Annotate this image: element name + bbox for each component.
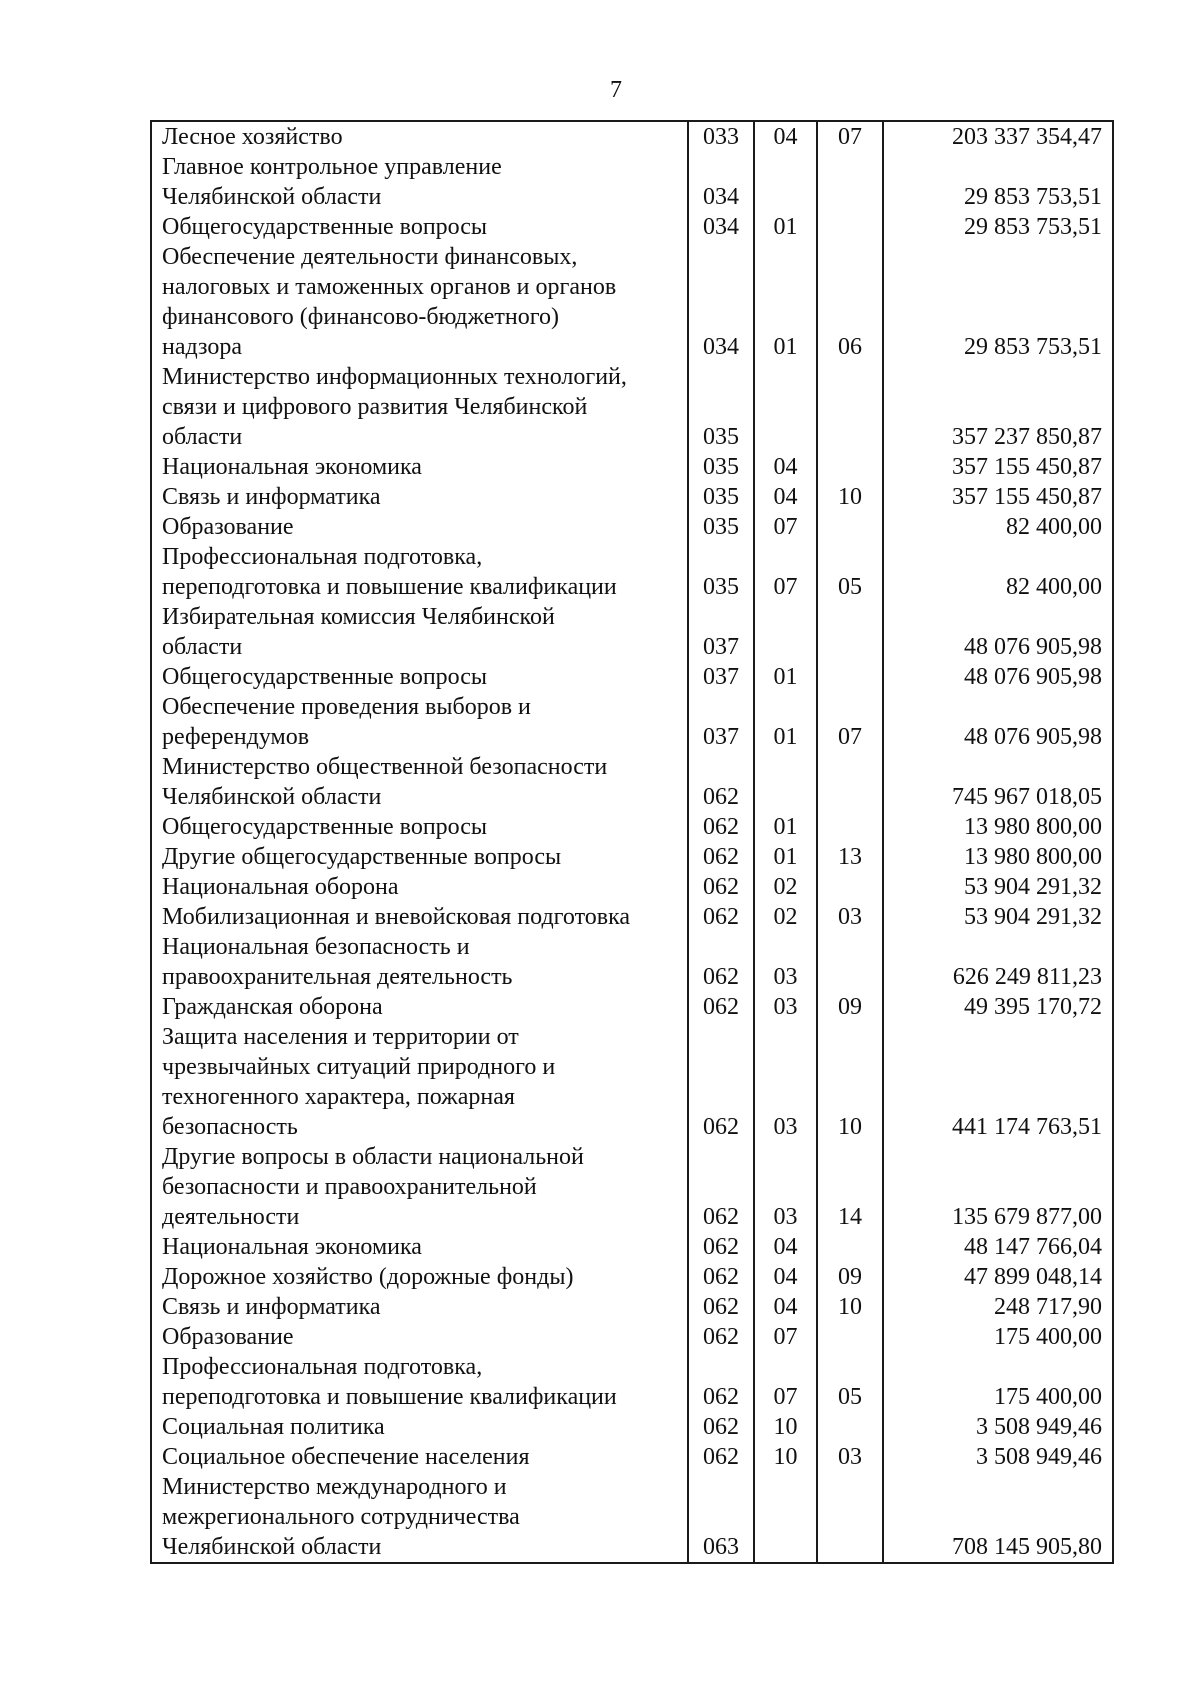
row-code: 034: [688, 212, 754, 242]
row-section: 02: [754, 902, 817, 932]
row-name-line: Избирательная комиссия Челябинской: [162, 604, 555, 630]
row-name: [151, 812, 688, 842]
row-name-line: Другие общегосударственные вопросы: [162, 844, 562, 870]
row-name: [151, 662, 688, 692]
row-name: [151, 602, 688, 662]
row-code: 062: [688, 1352, 754, 1412]
row-name-line: Министерство информационных технологий,: [162, 364, 627, 390]
row-subsection: 05: [817, 1352, 883, 1412]
row-amount: 82 400,00: [883, 512, 1113, 542]
row-subsection: 03: [817, 902, 883, 932]
row-name-line: референдумов: [162, 724, 310, 750]
row-code: 034: [688, 242, 754, 362]
row-section: [754, 1472, 817, 1563]
row-name: [151, 692, 688, 752]
table-row: [151, 121, 1113, 152]
table-row: [151, 1442, 1113, 1472]
row-name-line: чрезвычайных ситуаций природного и: [162, 1054, 556, 1080]
row-name-line: Дорожное хозяйство (дорожные фонды): [162, 1264, 574, 1290]
table-row: [151, 1232, 1113, 1262]
row-section: 07: [754, 512, 817, 542]
row-amount: 53 904 291,32: [883, 902, 1113, 932]
page-number: 7: [610, 77, 622, 103]
row-subsection: 14: [817, 1142, 883, 1232]
row-subsection: [817, 1322, 883, 1352]
row-amount: 13 980 800,00: [883, 842, 1113, 872]
row-amount: 3 508 949,46: [883, 1442, 1113, 1472]
row-name-line: переподготовка и повышение квалификации: [162, 574, 617, 600]
row-name: [151, 452, 688, 482]
row-section: 01: [754, 242, 817, 362]
row-code: 062: [688, 1262, 754, 1292]
table-row: [151, 662, 1113, 692]
row-name: [151, 1412, 688, 1442]
row-section: 04: [754, 452, 817, 482]
row-code: 035: [688, 452, 754, 482]
row-name-line: Связь и информатика: [162, 1294, 381, 1320]
row-subsection: [817, 512, 883, 542]
row-section: 04: [754, 121, 817, 152]
row-name-line: Национальная безопасность и: [162, 934, 470, 960]
row-amount: 441 174 763,51: [883, 1022, 1113, 1142]
row-name-line: переподготовка и повышение квалификации: [162, 1384, 617, 1410]
row-section: 01: [754, 842, 817, 872]
table-row: [151, 212, 1113, 242]
row-subsection: 03: [817, 1442, 883, 1472]
row-code: 037: [688, 602, 754, 662]
row-amount: 248 717,90: [883, 1292, 1113, 1322]
row-name: [151, 902, 688, 932]
row-name-line: Мобилизационная и вневойсковая подготовка: [162, 904, 631, 930]
row-name-line: Обеспечение проведения выборов и: [162, 694, 531, 720]
table-row: [151, 452, 1113, 482]
row-name-line: связи и цифрового развития Челябинской: [162, 394, 588, 420]
row-subsection: 07: [817, 692, 883, 752]
row-section: 07: [754, 1322, 817, 1352]
row-section: 04: [754, 1262, 817, 1292]
row-amount: 175 400,00: [883, 1322, 1113, 1352]
row-subsection: 05: [817, 542, 883, 602]
row-name-line: Профессиональная подготовка,: [162, 1354, 483, 1380]
row-name-line: Связь и информатика: [162, 484, 381, 510]
row-name: [151, 932, 688, 992]
row-name: [151, 1352, 688, 1412]
row-amount: 357 155 450,87: [883, 452, 1113, 482]
row-section: 10: [754, 1442, 817, 1472]
row-subsection: [817, 812, 883, 842]
row-code: 062: [688, 992, 754, 1022]
table-row: [151, 1412, 1113, 1442]
table-row: [151, 1352, 1113, 1412]
table-row: [151, 1292, 1113, 1322]
row-section: [754, 362, 817, 452]
row-name-line: Социальное обеспечение населения: [162, 1444, 530, 1470]
row-code: 035: [688, 362, 754, 452]
row-amount: 48 076 905,98: [883, 692, 1113, 752]
row-name-line: Другие вопросы в области национальной: [162, 1144, 584, 1170]
row-code: 062: [688, 1142, 754, 1232]
row-name-line: деятельности: [162, 1204, 300, 1230]
row-amount: 29 853 753,51: [883, 242, 1113, 362]
row-subsection: [817, 752, 883, 812]
row-section: 02: [754, 872, 817, 902]
row-code: 037: [688, 662, 754, 692]
row-name-line: Защита населения и территории от: [162, 1024, 519, 1050]
row-subsection: [817, 212, 883, 242]
row-subsection: 10: [817, 1292, 883, 1322]
row-name-line: техногенного характера, пожарная: [162, 1084, 515, 1110]
row-section: [754, 602, 817, 662]
row-code: 034: [688, 152, 754, 212]
row-amount: 708 145 905,80: [883, 1472, 1113, 1563]
row-section: 07: [754, 1352, 817, 1412]
row-name-line: финансового (финансово-бюджетного): [162, 304, 559, 330]
row-amount: 29 853 753,51: [883, 152, 1113, 212]
row-section: 10: [754, 1412, 817, 1442]
table-row: [151, 1322, 1113, 1352]
row-name-line: Главное контрольное управление: [162, 154, 502, 180]
row-name: [151, 482, 688, 512]
row-name-line: Челябинской области: [162, 784, 382, 810]
row-subsection: 09: [817, 992, 883, 1022]
row-name-line: налоговых и таможенных органов и органов: [162, 274, 617, 300]
row-code: 062: [688, 872, 754, 902]
row-section: 04: [754, 1232, 817, 1262]
row-code: 062: [688, 1292, 754, 1322]
row-code: 062: [688, 902, 754, 932]
row-name-line: Челябинской области: [162, 1534, 382, 1560]
row-name: [151, 512, 688, 542]
row-name: [151, 752, 688, 812]
row-subsection: [817, 932, 883, 992]
row-name-line: Национальная экономика: [162, 1234, 422, 1260]
table-row: [151, 842, 1113, 872]
row-section: 03: [754, 1022, 817, 1142]
row-name: [151, 542, 688, 602]
row-amount: 82 400,00: [883, 542, 1113, 602]
row-section: 03: [754, 932, 817, 992]
table-row: [151, 1472, 1113, 1563]
table-row: [151, 602, 1113, 662]
row-name: [151, 992, 688, 1022]
row-name: [151, 152, 688, 212]
row-amount: 48 076 905,98: [883, 662, 1113, 692]
table-row: [151, 1142, 1113, 1232]
row-subsection: 13: [817, 842, 883, 872]
row-name: [151, 1292, 688, 1322]
row-code: 062: [688, 1412, 754, 1442]
row-name-line: межрегионального сотрудничества: [162, 1504, 520, 1530]
row-section: 01: [754, 812, 817, 842]
row-name-line: Министерство общественной безопасности: [162, 754, 608, 780]
row-name: [151, 1022, 688, 1142]
row-amount: 3 508 949,46: [883, 1412, 1113, 1442]
row-amount: 203 337 354,47: [883, 121, 1113, 152]
row-subsection: 10: [817, 482, 883, 512]
row-code: 062: [688, 1442, 754, 1472]
table-body: [151, 121, 1113, 1563]
row-name-line: Образование: [162, 1324, 294, 1350]
row-subsection: [817, 362, 883, 452]
row-amount: 135 679 877,00: [883, 1142, 1113, 1232]
row-amount: 745 967 018,05: [883, 752, 1113, 812]
row-name-line: Министерство международного и: [162, 1474, 507, 1500]
row-subsection: 07: [817, 121, 883, 152]
row-section: 04: [754, 1292, 817, 1322]
row-name-line: Национальная оборона: [162, 874, 399, 900]
row-subsection: 06: [817, 242, 883, 362]
row-code: 062: [688, 1232, 754, 1262]
row-name-line: Профессиональная подготовка,: [162, 544, 483, 570]
row-name-line: надзора: [162, 334, 242, 360]
row-amount: 357 237 850,87: [883, 362, 1113, 452]
table-row: [151, 152, 1113, 212]
row-section: 01: [754, 662, 817, 692]
row-name-line: Социальная политика: [162, 1414, 385, 1440]
row-name-line: Национальная экономика: [162, 454, 422, 480]
table-row: [151, 902, 1113, 932]
row-amount: 49 395 170,72: [883, 992, 1113, 1022]
row-section: 07: [754, 542, 817, 602]
row-section: 01: [754, 692, 817, 752]
row-name-line: области: [162, 634, 243, 660]
row-name-line: Обеспечение деятельности финансовых,: [162, 244, 578, 270]
row-section: 04: [754, 482, 817, 512]
row-code: 062: [688, 842, 754, 872]
row-section: [754, 152, 817, 212]
row-subsection: [817, 1472, 883, 1563]
row-subsection: [817, 872, 883, 902]
row-name-line: Гражданская оборона: [162, 994, 383, 1020]
row-subsection: [817, 1232, 883, 1262]
table-row: [151, 992, 1113, 1022]
row-name: [151, 1442, 688, 1472]
row-name-line: Образование: [162, 514, 294, 540]
row-name-line: безопасность: [162, 1114, 298, 1140]
row-section: [754, 752, 817, 812]
table-row: [151, 932, 1113, 992]
row-code: 062: [688, 1022, 754, 1142]
row-section: 03: [754, 992, 817, 1022]
row-amount: 47 899 048,14: [883, 1262, 1113, 1292]
table-row: [151, 242, 1113, 362]
row-name: [151, 362, 688, 452]
table-row: [151, 1262, 1113, 1292]
budget-table: [150, 120, 1114, 1564]
row-subsection: [817, 662, 883, 692]
table-row: [151, 752, 1113, 812]
row-amount: 53 904 291,32: [883, 872, 1113, 902]
row-name: [151, 1232, 688, 1262]
row-name: [151, 1142, 688, 1232]
table-row: [151, 872, 1113, 902]
row-name-line: области: [162, 424, 243, 450]
row-name-line: безопасности и правоохранительной: [162, 1174, 537, 1200]
row-name: [151, 242, 688, 362]
row-subsection: [817, 452, 883, 482]
row-section: 03: [754, 1142, 817, 1232]
row-code: 035: [688, 512, 754, 542]
row-name: [151, 842, 688, 872]
row-name-line: Общегосударственные вопросы: [162, 664, 488, 690]
row-amount: 357 155 450,87: [883, 482, 1113, 512]
row-amount: 175 400,00: [883, 1352, 1113, 1412]
row-name: [151, 872, 688, 902]
row-amount: 48 076 905,98: [883, 602, 1113, 662]
row-name: [151, 1322, 688, 1352]
row-amount: 13 980 800,00: [883, 812, 1113, 842]
row-subsection: [817, 152, 883, 212]
table-row: [151, 1022, 1113, 1142]
row-name-line: Лесное хозяйство: [162, 124, 343, 150]
row-subsection: [817, 602, 883, 662]
row-name: [151, 121, 688, 152]
row-code: 062: [688, 812, 754, 842]
row-amount: 48 147 766,04: [883, 1232, 1113, 1262]
row-code: 062: [688, 752, 754, 812]
row-code: 033: [688, 121, 754, 152]
row-name-line: Общегосударственные вопросы: [162, 814, 488, 840]
row-code: 063: [688, 1472, 754, 1563]
row-name-line: правоохранительная деятельность: [162, 964, 513, 990]
row-subsection: [817, 1412, 883, 1442]
row-subsection: 09: [817, 1262, 883, 1292]
row-amount: 626 249 811,23: [883, 932, 1113, 992]
row-code: 062: [688, 932, 754, 992]
table-row: [151, 542, 1113, 602]
row-name: [151, 212, 688, 242]
row-code: 037: [688, 692, 754, 752]
table-row: [151, 482, 1113, 512]
row-name-line: Общегосударственные вопросы: [162, 214, 488, 240]
table-row: [151, 362, 1113, 452]
row-code: 035: [688, 482, 754, 512]
table-row: [151, 512, 1113, 542]
table-row: [151, 812, 1113, 842]
row-name: [151, 1262, 688, 1292]
row-code: 062: [688, 1322, 754, 1352]
row-name: [151, 1472, 688, 1563]
row-name-line: Челябинской области: [162, 184, 382, 210]
row-amount: 29 853 753,51: [883, 212, 1113, 242]
row-subsection: 10: [817, 1022, 883, 1142]
row-code: 035: [688, 542, 754, 602]
row-section: 01: [754, 212, 817, 242]
table-row: [151, 692, 1113, 752]
